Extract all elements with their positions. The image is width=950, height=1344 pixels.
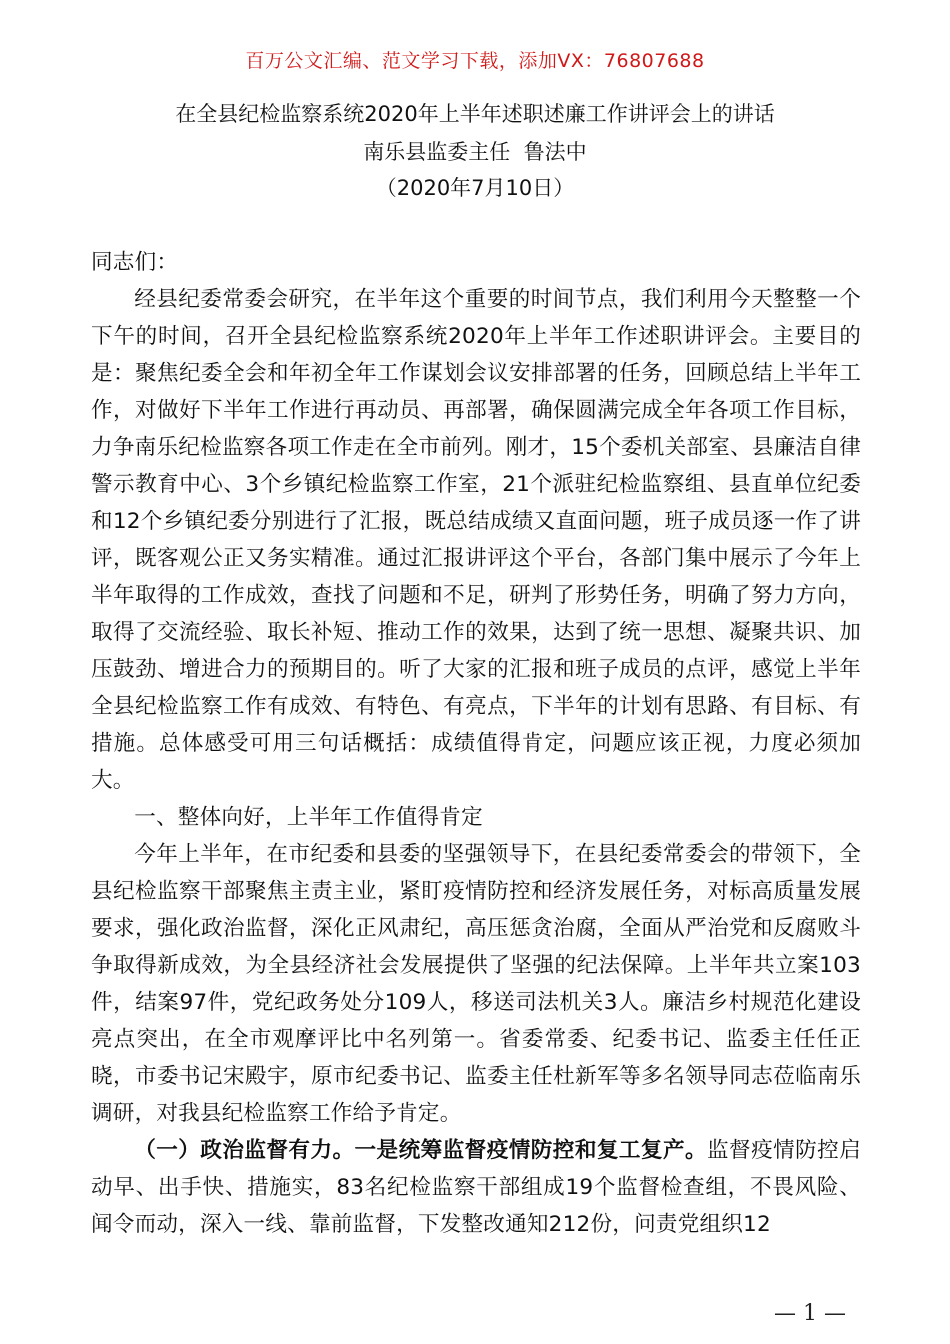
date-line: （2020年7月10日） — [375, 176, 575, 200]
paragraph-text: 监督疫情防控启动早、出手快、措施实，83名纪检监察干部组成19个监督检查组，不畏风险、闻令而动，深入一线、靠前监督，下发整改通知212份，问责党组织12 — [91, 1138, 861, 1237]
section-heading-1: 一、整体向好，上半年工作值得肯定 — [134, 805, 483, 830]
document-title: 在全县纪检监察系统2020年上半年述职述廉工作讲评会上的讲话 — [175, 102, 775, 126]
paragraph-political-supervision — [91, 1132, 861, 1243]
page-number: — 1 — — [774, 1301, 846, 1326]
speaker-line: 南乐县监委主任 鲁法中 — [363, 140, 587, 164]
subheading-political-supervision: （一）政治监督有力。一是统筹监督疫情防控和复工复产。 — [134, 1138, 708, 1163]
paragraph-intro: 经县纪委常委会研究，在半年这个重要的时间节点，我们利用今天整整一个下午的时间，召开全县纪检监察系统2020年上半年工作述职讲评会。主要目的是：聚焦纪委全会和年初全年工作谋划会议安排部署的任务，回顾总结上半年工作，对做好下半年工作进行再动员、再部署，确保圆满完成全年各项工作目标，力争南乐纪检监察各项工作走在全市前列。刚才，15个委机关部室、县廉洁自律警示教育中心、3个乡镇纪检监察工作室，21个派驻纪检监察组、县直单位纪委和12个乡镇纪委分别进行了汇报，既总结成绩又直面问题，班子成员逐一作了讲评，既客观公正又务实精准。通过汇报讲评这个平台，各部门集中展示了今年上半年取得的工作成效，查找了问题和不足，研判了形势任务，明确了努力方向，取得了交流经验、取长补短、推动工作的效果，达到了统一思想、凝聚共识、加压鼓劲、增进合力的预期目的。听了大家的汇报和班子成员的点评，感觉上半年全县纪检监察工作有成效、有特色、有亮点，下半年的计划有思路、有目标、有措施。总体感受可用三句话概括：成绩值得肯定，问题应该正视，力度必须加大。 — [91, 287, 861, 793]
document-body — [91, 244, 861, 1243]
paragraph-summary: 今年上半年，在市纪委和县委的坚强领导下，在县纪委常委会的带领下，全县纪检监察干部聚焦主责主业，紧盯疫情防控和经济发展任务，对标高质量发展要求，强化政治监督，深化正风肃纪，高压惩贪治腐，全面从严治党和反腐败斗争取得新成效，为全县经济社会发展提供了坚强的纪法保障。上半年共立案103件，结案97件，党纪政务处分109人，移送司法机关3人。廉洁乡村规范化建设亮点突出，在全市观摩评比中名列第一。省委常委、纪委书记、监委主任任正晓，市委书记宋殿宇，原市纪委书记、监委主任杜新军等多名领导同志莅临南乐调研，对我县纪检监察工作给予肯定。 — [91, 842, 861, 1126]
salutation: 同志们： — [91, 250, 179, 275]
watermark-banner: 百万公文汇编、范文学习下载，添加VX：76807688 — [245, 50, 705, 72]
